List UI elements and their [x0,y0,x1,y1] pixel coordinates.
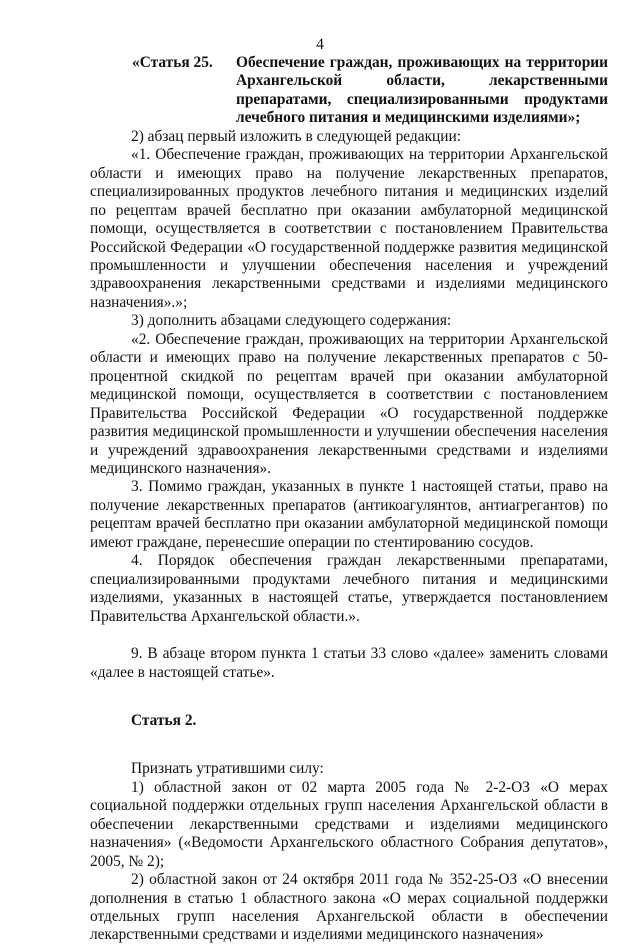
article-25-number: «Статья 25. [132,54,213,71]
paragraph-point-2: «2. Обеспечение граждан, проживающих на территории Архангельской области и имеющих право на получение лекарственных препаратов с 50-процентной скидкой по рецептам врачей при оказании амбулаторной медицинской помощи, осуществляется в соответствии с постановлением Правительства Российской Федерации «О государственной поддержке развития медицинской промышленности и улучшении обеспечения населения и учреждений здравоохранения лекарственными средствами и изделиями медицинского назначения». [90,330,608,477]
article-25-heading [132,54,608,128]
paragraph-point-4: 4. Порядок обеспечения граждан лекарственными препаратами, специализированными продуктами лечебного питания и медицинскими изделиями, указанных в настоящей статье, утверждается постановлением Правительства Архангельской области.». [90,552,608,625]
paragraph-repeal-intro: Признать утратившими силу: [131,760,324,778]
paragraph-item-9: 9. В абзаце втором пункта 1 статьи 33 слово «далее» заменить словами «далее в настоящей статье». [90,645,608,681]
article-25-title: Обеспечение граждан, проживающих на территории Архангельской области, лекарственными препаратами, специализированными продуктами лечебного питания и медицинскими изделиями»; [236,54,608,127]
paragraph-point-1: «1. Обеспечение граждан, проживающих на территории Архангельской области и имеющих право на получение лекарственных препаратов, специализированных продуктов лечебного питания и медицинских изделий по рецептам врачей бесплатно при оказании амбулаторной медицинской помощи, осуществляется в соответствии с постановлением Правительства Российской Федерации «О государственной поддержке развития медицинской промышленности и улучшении обеспечения населения и учреждений здравоохранения лекарственными средствами и изделиями медицинского назначения».»; [90,146,608,311]
paragraph-item-2: 2) абзац первый изложить в следующей редакции: [131,127,462,145]
spacer [90,626,608,645]
page-number: 4 [316,36,324,53]
paragraph-repeal-2: 2) областной закон от 24 октября 2011 года № 352-25-ОЗ «О внесении дополнения в статью 1 областного закона «О мерах социальной поддержки отдельных групп населения Архангельской области в обеспечении лекарственными средствами и изделиями медицинского назначения» [90,871,608,944]
paragraph-repeal-1: 1) областной закон от 02 марта 2005 года № 2-2-ОЗ «О мерах социальной поддержки отдельных групп населения Архангельской области в обеспечении лекарственными средствами и изделиями медицинского назначения» («Ведомости Архангельского областного Собрания депутатов», 2005, № 2); [90,778,608,870]
article-2-title: Статья 2. [131,711,197,729]
paragraph-item-3: 3) дополнить абзацами следующего содержания: [131,312,452,330]
document-body [90,54,608,945]
paragraph-point-3: 3. Помимо граждан, указанных в пункте 1 настоящей статьи, право на получение лекарственных препаратов (антикоагулянтов, антиагрегантов) по рецептам врачей бесплатно при оказании амбулаторной медицинской помощи имеют граждане, перенесшие операции по стентированию сосудов. [90,478,608,551]
spacer [90,730,608,760]
spacer [90,682,608,712]
